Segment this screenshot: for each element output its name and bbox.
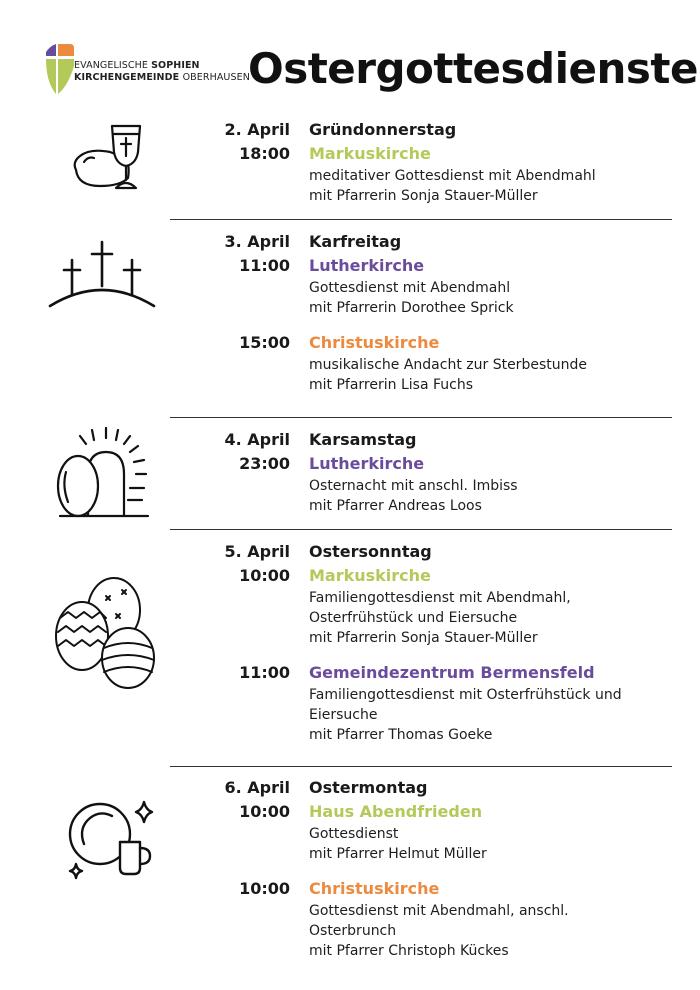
service-description-line: musikalische Andacht zur Sterbestunde (309, 357, 587, 373)
church-name: Markuskirche (309, 144, 431, 163)
church-name: Christuskirche (309, 879, 440, 898)
service-description-line: Gottesdienst mit Abendmahl, anschl. (309, 903, 569, 919)
service-description-line: Gottesdienst mit Abendmahl (309, 280, 511, 296)
service-time: 10:00 (239, 566, 290, 585)
day-date: 6. April (224, 778, 290, 797)
service-description-line: mit Pfarrerin Sonja Stauer-Müller (309, 188, 538, 204)
logo-line1-b: SOPHIEN (151, 60, 200, 71)
service-description-line: mit Pfarrerin Dorothee Sprick (309, 300, 514, 316)
logo-line2-a: KIRCHENGEMEINDE (74, 72, 183, 83)
church-name: Haus Abendfrieden (309, 802, 483, 821)
service-time: 11:00 (239, 256, 290, 275)
day-name: Karsamstag (309, 430, 417, 449)
section-divider (170, 529, 672, 530)
service-time: 15:00 (239, 333, 290, 352)
church-logo (44, 42, 250, 96)
service-description-line: Familiengottesdienst mit Abendmahl, (309, 590, 571, 606)
service-time: 11:00 (239, 663, 290, 682)
service-description-line: Eiersuche (309, 707, 378, 723)
service-description-line: mit Pfarrer Thomas Goeke (309, 727, 493, 743)
service-description-line: Familiengottesdienst mit Osterfrühstück und (309, 687, 622, 703)
section-divider (170, 766, 672, 767)
day-name: Gründonnerstag (309, 120, 457, 139)
service-description-line: mit Pfarrer Christoph Kückes (309, 943, 509, 959)
service-description-line: Osterfrühstück und Eiersuche (309, 610, 518, 626)
church-name: Lutherkirche (309, 454, 425, 473)
service-description-line: mit Pfarrer Helmut Müller (309, 846, 487, 862)
church-name: Markuskirche (309, 566, 431, 585)
day-date: 3. April (224, 232, 290, 251)
section-divider (170, 417, 672, 418)
section-divider (170, 219, 672, 220)
service-description-line: mit Pfarrerin Sonja Stauer-Müller (309, 630, 538, 646)
logo-text (74, 60, 250, 84)
service-description-line: Osterbrunch (309, 923, 397, 939)
service-description-line: mit Pfarrerin Lisa Fuchs (309, 377, 473, 393)
day-name: Ostermontag (309, 778, 428, 797)
cross-logo-icon (44, 42, 74, 96)
plate-cup-icon (66, 798, 158, 886)
easter-eggs-icon (52, 576, 158, 688)
church-name: Christuskirche (309, 333, 440, 352)
service-description-line: Gottesdienst (309, 826, 399, 842)
day-name: Karfreitag (309, 232, 402, 251)
logo-line2-b: OBERHAUSEN (182, 72, 250, 83)
service-time: 18:00 (239, 144, 290, 163)
service-description-line: mit Pfarrer Andreas Loos (309, 498, 482, 514)
church-name: Gemeindezentrum Bermensfeld (309, 663, 595, 682)
three-crosses-icon (48, 238, 156, 314)
church-name: Lutherkirche (309, 256, 425, 275)
page-title: Ostergottesdienste (248, 44, 698, 93)
bread-chalice-icon (70, 122, 154, 196)
empty-tomb-icon (52, 428, 152, 520)
day-date: 5. April (224, 542, 290, 561)
service-description-line: meditativer Gottesdienst mit Abendmahl (309, 168, 596, 184)
day-date: 4. April (224, 430, 290, 449)
service-time: 10:00 (239, 802, 290, 821)
day-name: Ostersonntag (309, 542, 432, 561)
service-time: 10:00 (239, 879, 290, 898)
service-time: 23:00 (239, 454, 290, 473)
service-description-line: Osternacht mit anschl. Imbiss (309, 478, 518, 494)
logo-line1-a: EVANGELISCHE (74, 60, 152, 71)
day-date: 2. April (224, 120, 290, 139)
